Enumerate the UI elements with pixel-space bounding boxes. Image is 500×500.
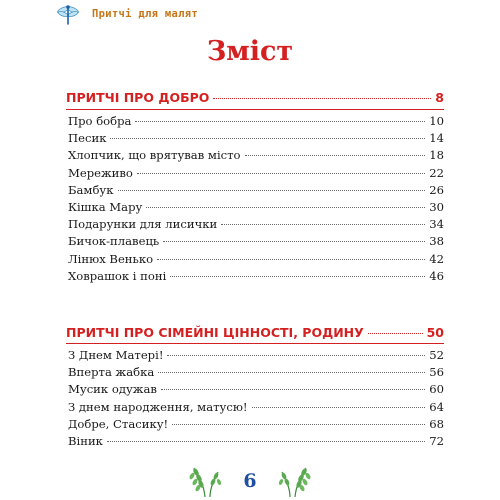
toc-entry[interactable] — [68, 348, 444, 365]
toc-entry[interactable] — [68, 200, 444, 217]
entry-title: Хлопчик, що врятував місто — [68, 148, 241, 163]
section-page: 8 — [435, 90, 444, 105]
entry-page: 26 — [429, 182, 444, 197]
dot-leader — [170, 276, 425, 277]
entry-title: Песик — [68, 131, 107, 146]
entry-page: 34 — [429, 217, 444, 232]
toc-entry[interactable] — [68, 434, 444, 451]
dot-leader — [245, 155, 426, 156]
dot-leader — [157, 259, 425, 260]
entry-page: 46 — [429, 268, 444, 283]
entry-page: 14 — [429, 131, 444, 146]
section-heading[interactable] — [66, 325, 444, 340]
entry-page: 30 — [429, 199, 444, 214]
dragonfly-icon — [56, 2, 80, 26]
section-divider — [66, 109, 444, 110]
dot-leader — [161, 389, 425, 390]
entry-page: 64 — [429, 399, 444, 414]
entry-title: З днем народження, матусю! — [68, 399, 248, 414]
entry-title: Про бобра — [68, 114, 132, 128]
dot-leader — [158, 372, 425, 373]
entry-title: Бичок-плавець — [68, 234, 160, 249]
entry-page: 72 — [429, 433, 444, 448]
entry-title: Добре, Стасику! — [68, 416, 169, 431]
section-title: ПРИТЧІ ПРО ДОБРО — [66, 90, 210, 105]
entry-title: Мусик одужав — [68, 382, 157, 397]
toc-entry[interactable] — [68, 417, 444, 434]
entry-page: 56 — [429, 365, 444, 380]
wheat-icon — [188, 464, 222, 498]
dot-leader — [163, 241, 425, 242]
toc-entry[interactable] — [68, 131, 444, 148]
entry-title: Вперта жабка — [68, 365, 155, 380]
entry-title: Лінюх Венько — [68, 251, 154, 266]
entry-title: З Днем Матері! — [68, 348, 164, 362]
dot-leader — [172, 424, 425, 425]
entry-page: 52 — [429, 348, 444, 362]
toc-entry[interactable] — [68, 269, 444, 286]
toc-entry[interactable] — [68, 234, 444, 251]
dot-leader — [146, 207, 425, 208]
entry-title: Бамбук — [68, 182, 114, 197]
dot-leader — [137, 173, 425, 174]
dot-leader — [107, 441, 425, 442]
toc-entry[interactable] — [68, 166, 444, 183]
entry-page: 22 — [429, 165, 444, 180]
section-title: ПРИТЧІ ПРО СІМЕЙНІ ЦІННОСТІ, РОДИНУ — [66, 325, 364, 340]
entry-title: Подарунки для лисички — [68, 217, 218, 232]
section-heading[interactable] — [66, 90, 444, 105]
dot-leader — [110, 138, 425, 139]
toc-entry[interactable] — [68, 183, 444, 200]
page-header — [0, 0, 500, 30]
dot-leader — [135, 121, 425, 122]
toc-entry[interactable] — [68, 365, 444, 382]
toc-entry[interactable] — [68, 148, 444, 165]
dot-leader — [118, 190, 426, 191]
dot-leader — [167, 355, 425, 356]
page-title: Зміст — [206, 36, 294, 67]
dot-leader — [368, 333, 423, 334]
entry-title: Віник — [68, 433, 103, 448]
section-page: 50 — [426, 325, 444, 340]
entry-title: Мереживо — [68, 165, 133, 180]
entry-title: Кішка Мару — [68, 199, 143, 214]
page-footer — [0, 462, 500, 500]
entry-page: 18 — [429, 148, 444, 163]
toc-entry[interactable] — [68, 114, 444, 131]
entry-page: 10 — [429, 114, 444, 128]
book-series-title: Притчі для малят — [92, 8, 198, 20]
dot-leader — [252, 407, 426, 408]
entry-page: 38 — [429, 234, 444, 249]
entry-page: 68 — [429, 416, 444, 431]
toc-entry[interactable] — [68, 400, 444, 417]
entry-title: Ховрашок і поні — [68, 268, 167, 283]
entry-page: 42 — [429, 251, 444, 266]
entry-page: 60 — [429, 382, 444, 397]
toc-list — [68, 348, 444, 451]
wheat-icon — [278, 464, 312, 498]
toc-entry[interactable] — [68, 252, 444, 269]
toc-entry[interactable] — [68, 217, 444, 234]
dot-leader — [221, 224, 425, 225]
toc-entry[interactable] — [68, 382, 444, 399]
page-number: 6 — [243, 470, 257, 492]
section-divider — [66, 343, 444, 344]
toc-list — [68, 114, 444, 286]
dot-leader — [213, 98, 431, 99]
